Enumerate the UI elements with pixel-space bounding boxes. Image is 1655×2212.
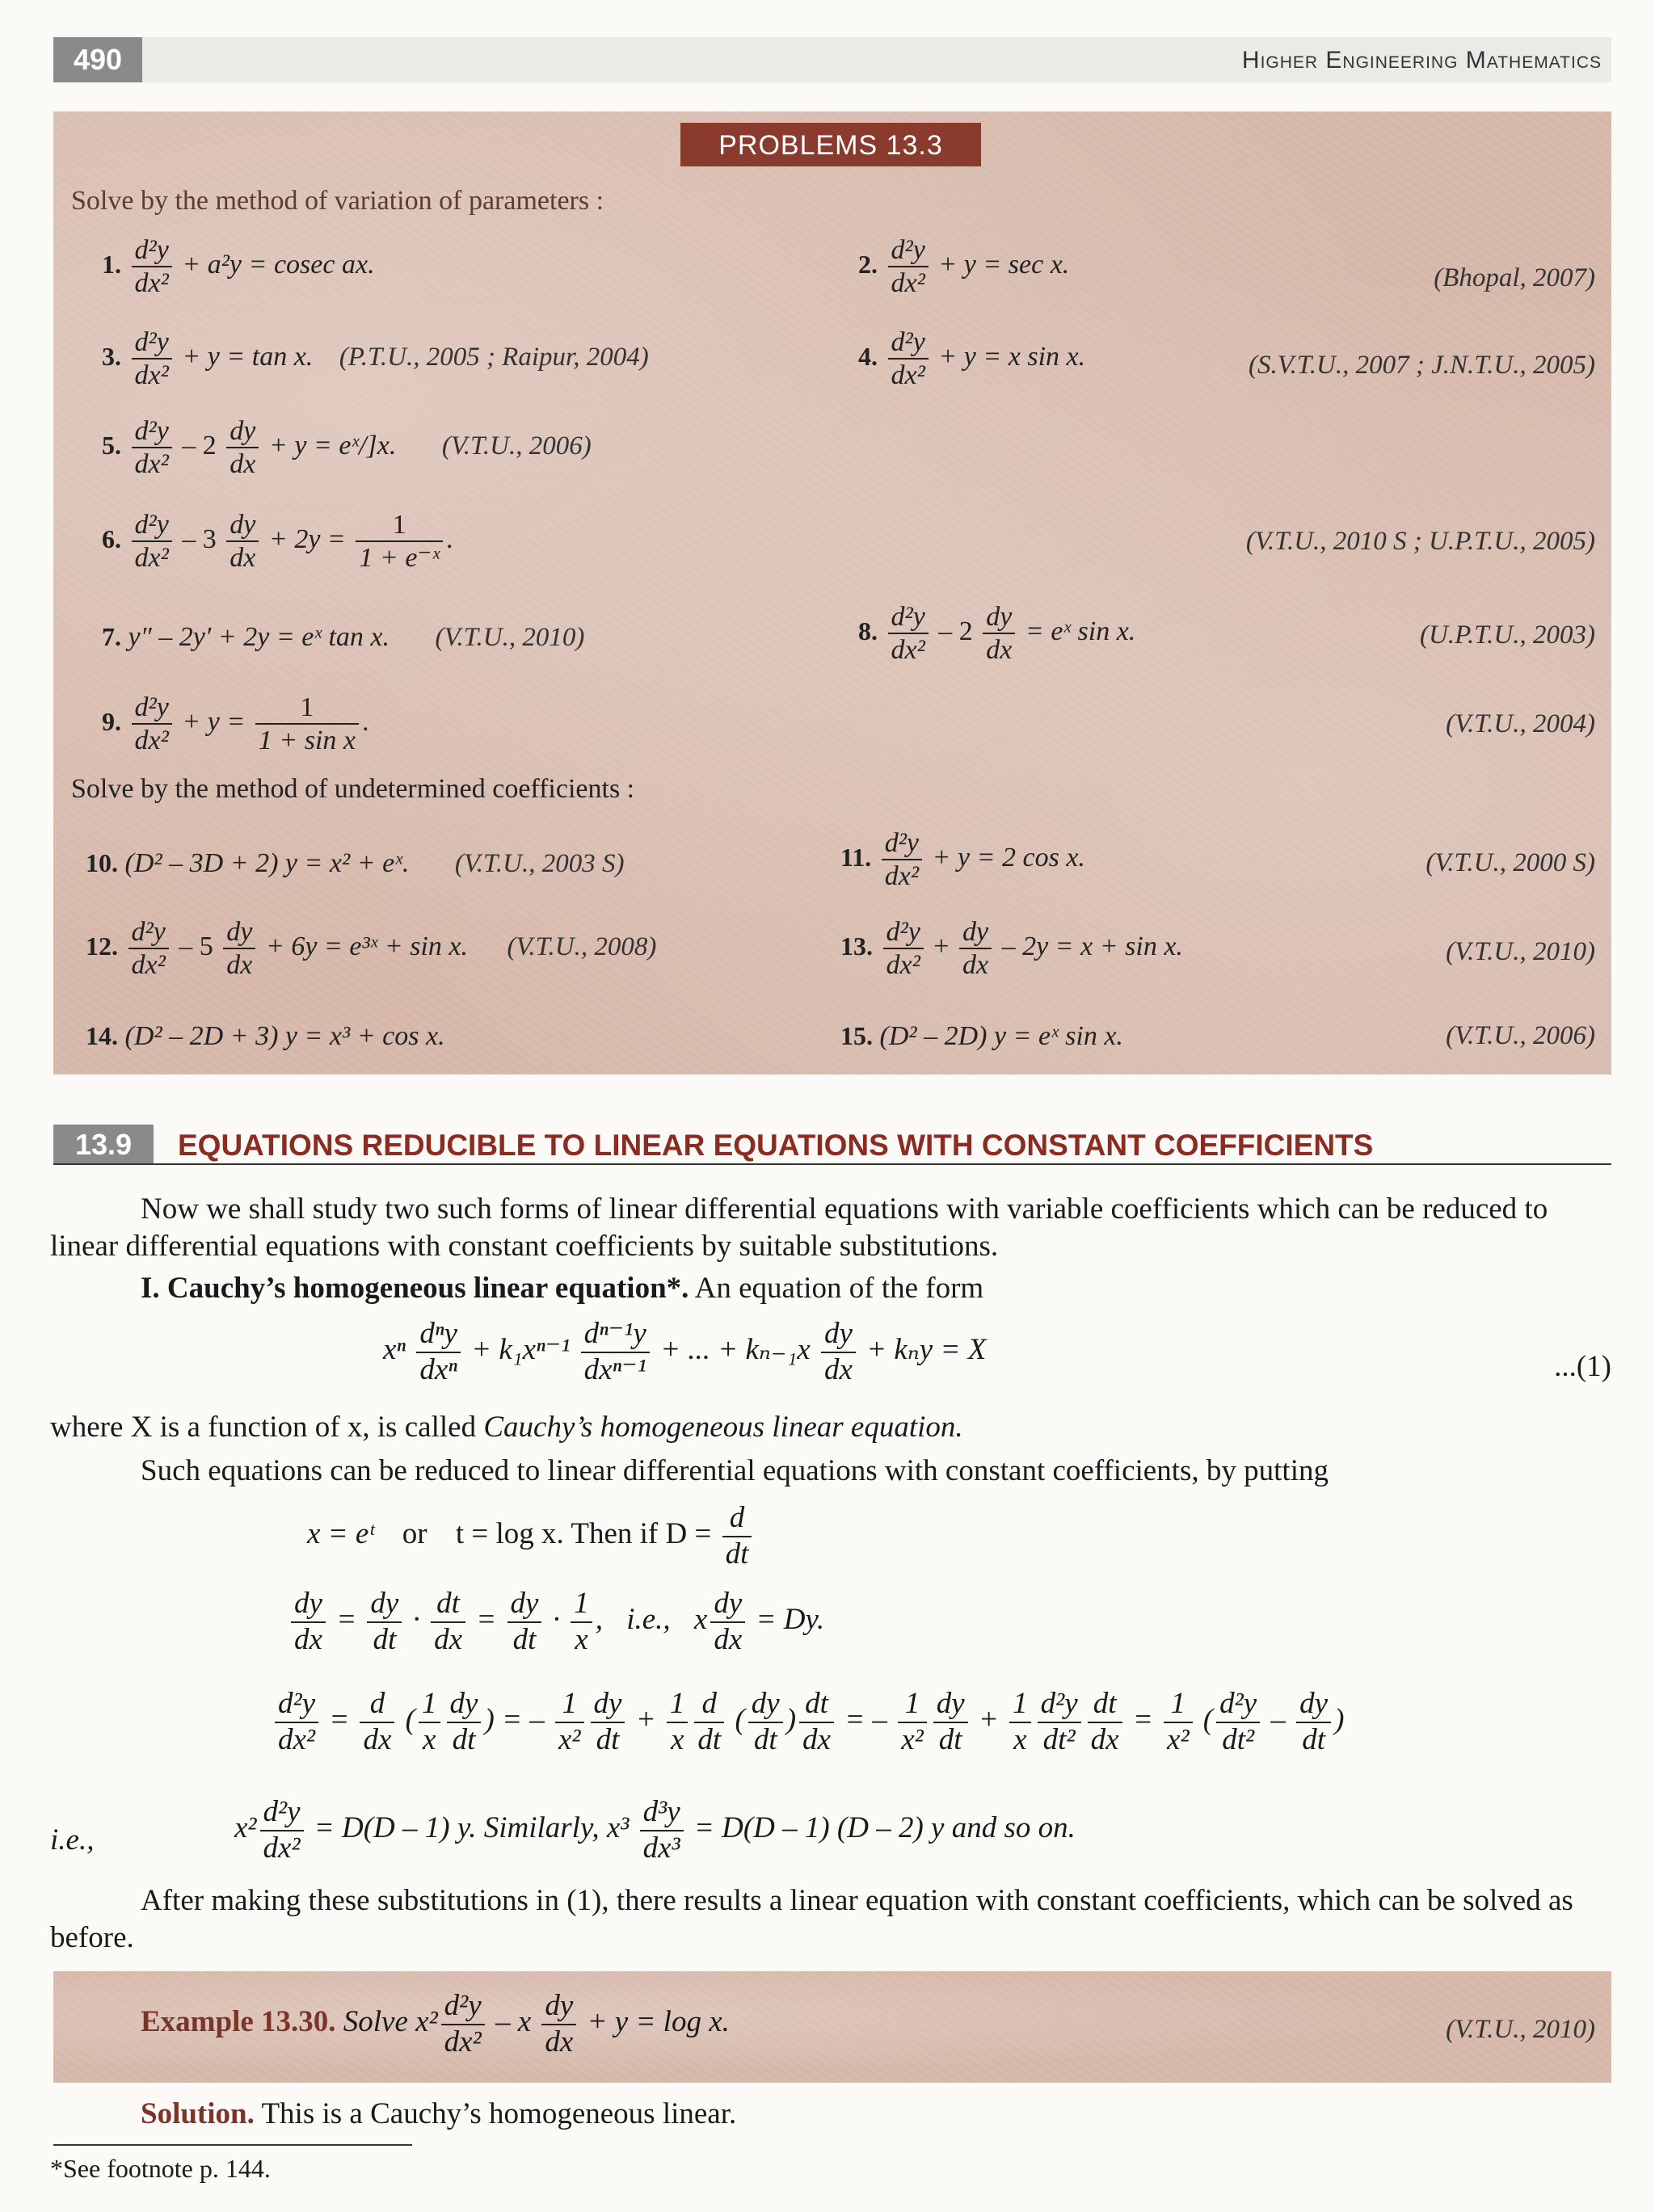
problem-4-cite: (S.V.T.U., 2007 ; J.N.T.U., 2005) <box>1249 351 1595 380</box>
variation-intro: Solve by the method of variation of parameters : <box>71 186 604 216</box>
second-derivative: $\frac{\text{d²y}}{\text{dx²}}$ = $\frac{d}{dx}$ ( $\frac{1}{x}$ $\frac{dy}{dt}$ ) = – $\frac{1}{\text{x²}}$ $\frac{dy}{dt}$ + $\frac{1}{x}$ $\frac{d}{dt}$ ( $\frac{dy}{dt}$ ) $\frac{dt}{dx}$ = – $\frac{1}{\text{x²}}$ $\frac{dy}{dt}$ + $\frac{1}{x}$ $\frac{\text{d²y}}{\text{dt²}}$ $\frac{dt}{dx}$ = $\frac{1}{\text{x²}}$ ( $\frac{\text{d²y}}{\text{dt²}}$ – $\frac{dy}{dt}$ ) <box>272 1687 1344 1757</box>
problem-4: 4. $\frac{\text{d²y}}{\text{dx²}}$ + y = x sin x. <box>858 327 1086 391</box>
problem-9: 9. $\frac{\text{d²y}}{\text{dx²}}$ + y = $\frac{1}{\text{1 + sin x}}$ . <box>102 692 369 756</box>
problem-7: 7. y″ – 2y′ + 2y = eˣ tan x. (V.T.U., 2010) <box>102 622 585 652</box>
problem-6-cite: (V.T.U., 2010 S ; U.P.T.U., 2005) <box>1245 527 1595 556</box>
problem-10: 10. (D² – 3D + 2) y = x² + eˣ. (V.T.U., 2003 S) <box>86 848 625 878</box>
conclusion-paragraph: After making these substitutions in (1), there results a linear equation with constant coefficients, which can be solved as before. <box>50 1884 1573 1954</box>
intro-paragraph: Now we shall study two such forms of linear differential equations with variable coefficients which can be reduced to linear differential equations with constant coefficients by suitable substitutions. <box>50 1192 1548 1263</box>
section-title: EQUATIONS REDUCIBLE TO LINEAR EQUATIONS WITH CONSTANT COEFFICIENTS <box>178 1129 1374 1162</box>
problem-13-cite: (V.T.U., 2010) <box>1446 937 1595 966</box>
equation-label: ...(1) <box>1554 1350 1611 1383</box>
problem-2-cite: (Bhopal, 2007) <box>1434 263 1595 292</box>
problem-2: 2. $\frac{\text{d²y}}{\text{dx²}}$ + y = sec x. <box>858 235 1070 299</box>
book-title: Higher Engineering Mathematics <box>1241 47 1602 74</box>
problem-15-cite: (V.T.U., 2006) <box>1446 1021 1595 1050</box>
cauchy-subheading: I. Cauchy’s homogeneous linear equation*. An equation of the form <box>141 1272 984 1305</box>
problem-5: 5. $\frac{\text{d²y}}{\text{dx²}}$ – 2 $\frac{dy}{dx}$ + y = eˣ/]x. (V.T.U., 2006) <box>102 416 592 480</box>
problem-12: 12. $\frac{\text{d²y}}{\text{dx²}}$ – 5 $\frac{dy}{dx}$ + 6y = e³ˣ + sin x. (V.T.U., 2008) <box>86 917 657 981</box>
problem-3: 3. $\frac{\text{d²y}}{\text{dx²}}$ + y = tan x. (P.T.U., 2005 ; Raipur, 2004) <box>102 327 649 391</box>
where-line: where X is a function of x, is called Cauchy’s homogeneous linear equation. <box>50 1411 963 1444</box>
first-derivative: $\frac{dy}{dx}$ = $\frac{dy}{dt}$ · $\frac{dt}{dx}$ = $\frac{dy}{dt}$ · $\frac{1}{x}$ , i.e., x $\frac{dy}{dx}$ = Dy. <box>288 1587 824 1657</box>
page-number: 490 <box>53 37 142 82</box>
solution-line: Solution. This is a Cauchy’s homogeneous linear. <box>141 2097 737 2130</box>
operator-identities: x² $\frac{\text{d²y}}{\text{dx²}}$ = D(D – 1) y. Similarly, x³ $\frac{\text{d³y}}{\text{dx³}}$ = D(D – 1) (D – 2) y and so on. <box>234 1795 1076 1865</box>
footnote-rule <box>53 2144 412 2146</box>
problem-1: 1. $\frac{\text{d²y}}{\text{dx²}}$ + a²y = cosec ax. <box>102 235 375 299</box>
substitution-line: x = eᵗ or t = log x. Then if D = $\frac{d}{dt}$ <box>307 1501 755 1571</box>
problem-11-cite: (V.T.U., 2000 S) <box>1425 848 1595 877</box>
undetermined-intro: Solve by the method of undetermined coefficients : <box>71 774 635 804</box>
section-rule <box>53 1163 1611 1165</box>
problem-8-cite: (U.P.T.U., 2003) <box>1420 620 1595 650</box>
substitution-paragraph: Such equations can be reduced to linear differential equations with constant coefficients, by putting <box>141 1454 1329 1487</box>
section-number: 13.9 <box>53 1125 154 1163</box>
problem-11: 11. $\frac{\text{d²y}}{\text{dx²}}$ + y = 2 cos x. <box>840 828 1085 892</box>
example-statement: Example 13.30. Solve x² $\frac{\text{d²y}}{\text{dx²}}$ – x $\frac{dy}{dx}$ + y = log x. <box>141 1989 730 2059</box>
problem-14: 14. (D² – 2D + 3) y = x³ + cos x. <box>86 1021 445 1051</box>
problems-heading: PROBLEMS 13.3 <box>680 123 981 166</box>
footnote: *See footnote p. 144. <box>50 2154 271 2183</box>
problem-13: 13. $\frac{\text{d²y}}{\text{dx²}}$ + $\frac{dy}{dx}$ – 2y = x + sin x. <box>840 917 1183 981</box>
problem-6: 6. $\frac{\text{d²y}}{\text{dx²}}$ – 3 $\frac{dy}{dx}$ + 2y = $\frac{1}{\text{1 + e⁻ˣ}}$ . <box>102 510 453 574</box>
cauchy-equation: xⁿ $\frac{\text{dⁿy}}{\text{dxⁿ}}$ + k₁xⁿ⁻¹ $\frac{\text{dⁿ⁻¹y}}{\text{dxⁿ⁻¹}}$ + ... + kₙ₋₁x $\frac{dy}{dx}$ + kₙy = X <box>383 1317 987 1386</box>
ie-label: i.e., <box>50 1823 95 1857</box>
problem-8: 8. $\frac{\text{d²y}}{\text{dx²}}$ – 2 $\frac{dy}{dx}$ = eˣ sin x. <box>858 602 1136 666</box>
problem-9-cite: (V.T.U., 2004) <box>1446 709 1595 738</box>
example-cite: (V.T.U., 2010) <box>1446 2015 1595 2044</box>
problem-15: 15. (D² – 2D) y = eˣ sin x. <box>840 1021 1123 1051</box>
